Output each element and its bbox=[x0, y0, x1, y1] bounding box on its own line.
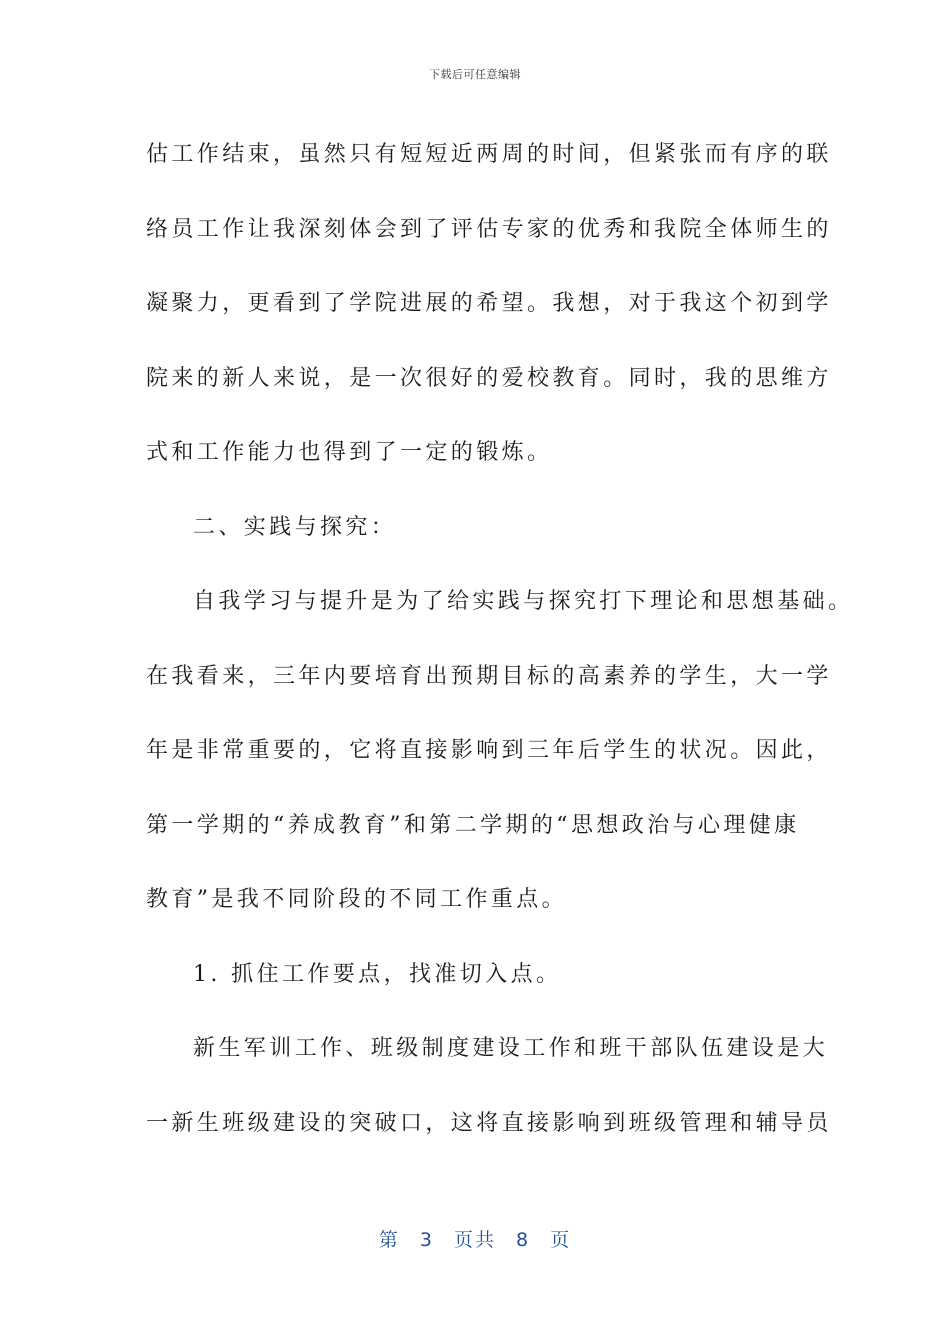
paragraph-line: 估工作结束，虽然只有短短近两周的时间，但紧张而有序的联 bbox=[146, 142, 832, 167]
page-suffix: 页 bbox=[550, 1229, 572, 1251]
paragraph-line: 年是非常重要的，它将直接影响到三年后学生的状况。因此， bbox=[146, 738, 832, 763]
subsection-heading: 1. 抓住工作要点，找准切入点。 bbox=[193, 961, 562, 987]
paragraph-line: 院来的新人来说，是一次很好的爱校教育。同时，我的思维方 bbox=[146, 365, 832, 391]
paragraph-line: 式和工作能力也得到了一定的锻炼。 bbox=[146, 440, 553, 465]
section-heading: 二、实践与探究： bbox=[193, 514, 397, 540]
paragraph-line: 自我学习与提升是为了给实践与探究打下理论和思想基础。 bbox=[193, 589, 854, 614]
page-number: 3 bbox=[419, 1229, 434, 1251]
header-note: 下载后可任意编辑 bbox=[429, 68, 521, 81]
paragraph-line: 新生军训工作、班级制度建设工作和班干部队伍建设是大 bbox=[193, 1036, 829, 1061]
paragraph-line: 第一学期的“养成教育”和第二学期的“思想政治与心理健康 bbox=[146, 812, 800, 838]
page-prefix: 第 bbox=[378, 1229, 400, 1251]
total-pages: 8 bbox=[516, 1229, 531, 1251]
page-mid: 页共 bbox=[453, 1229, 496, 1251]
paragraph-line: 教育”是我不同阶段的不同工作重点。 bbox=[146, 887, 568, 912]
document-body bbox=[146, 118, 854, 1161]
paragraph-line: 一新生班级建设的突破口，这将直接影响到班级管理和辅导员 bbox=[146, 1110, 832, 1136]
paragraph-line: 在我看来，三年内要培育出预期目标的高素养的学生，大一学 bbox=[146, 663, 832, 689]
page-footer bbox=[0, 1225, 950, 1252]
paragraph-line: 凝聚力，更看到了学院进展的希望。我想，对于我这个初到学 bbox=[146, 291, 832, 316]
paragraph-line: 络员工作让我深刻体会到了评估专家的优秀和我院全体师生的 bbox=[146, 216, 832, 242]
